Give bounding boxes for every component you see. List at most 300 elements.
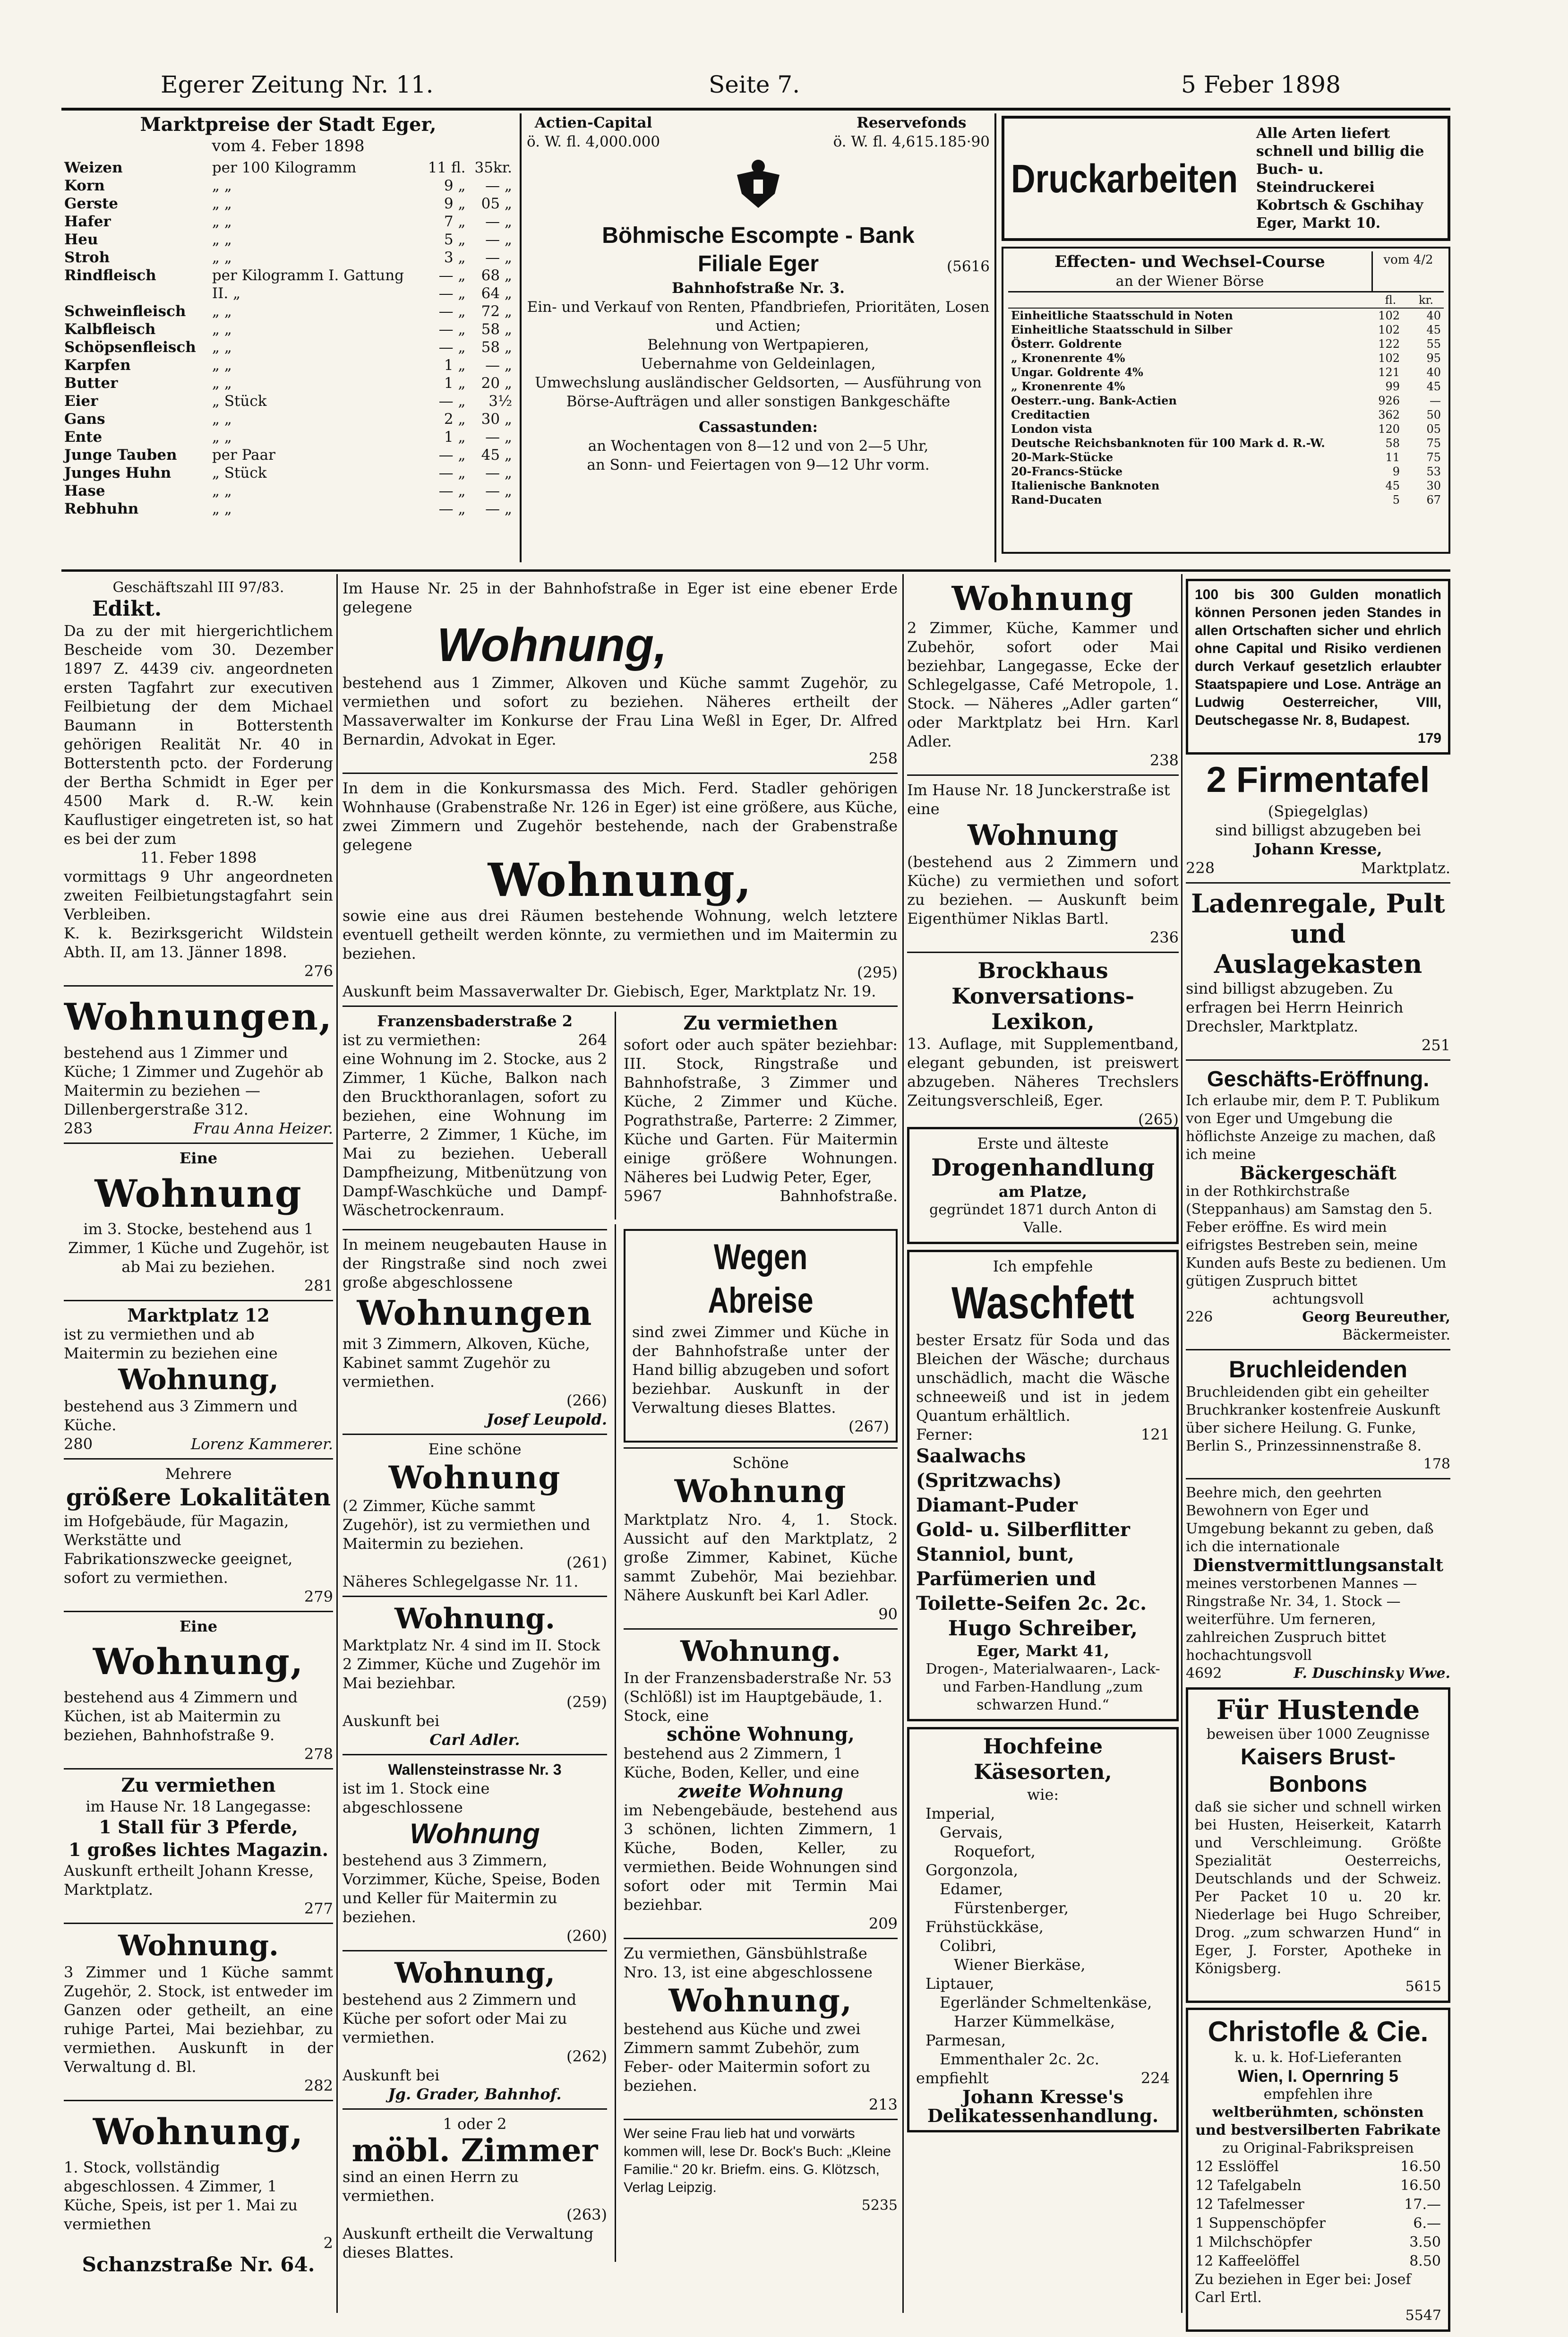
market-cell: Stroh (64, 249, 110, 266)
market-cell: Ente (64, 429, 103, 446)
e1-text: 100 bis 300 Gulden monatlich können Personen jeden Standes in allen Ortschaften sicher und ehrlich ohne Capital und Risiko verdienen durch Verkauf gesetzlich erlaubter Staatspapiere und Lose. Anträge an Ludwig Oesterreicher, VIII, Deutschegasse Nr. 8, Budapest. (1195, 587, 1441, 728)
w8-body: 1. Stock, vollständig abgeschlossen. 4 Zimmer, 1 Küche, Speis, ist per 1. Mai zu vermiethen (64, 2158, 298, 2233)
price-row (1195, 2195, 1441, 2214)
d2-body: bester Ersatz für Soda und das Bleichen der Wäsche; durchaus unschädlich, macht die Wäsche schneeweiß und ist in jedem Quantum erhältlich. (916, 1331, 1170, 1425)
market-cell: 1 „ (444, 375, 466, 392)
w8-title: Wohnung, (93, 2111, 304, 2153)
exchange-cell: „ Kronenrente 4% (1011, 379, 1125, 393)
market-cell: „ „ (212, 231, 232, 248)
b6-body: In der Franzensbaderstraße Nr. 53 (Schlößl) ist im Hauptgebäude, 1. Stock, eine (624, 1669, 892, 1725)
a8-body2: bestehend aus 3 Zimmern, Vorzimmer, Küche, Speise, Boden und Keller für Maitermin zu beziehen. (343, 1851, 600, 1926)
a10-body: sind an einen Herrn zu vermiethen. (343, 2168, 519, 2205)
market-cell: Rindfleisch (64, 267, 156, 284)
market-row (61, 356, 515, 374)
a10-body2: Auskunft ertheilt die Verwaltung dieses Blattes. (343, 2225, 594, 2261)
market-row (61, 195, 515, 213)
b8-text: Wer seine Frau lieb hat und vorwärts kommen will, lese Dr. Bock's Buch: „Kleine Familie.“ 20 kr. Briefm. eins. G. Klötzsch, Verlag Leipzig. (624, 2126, 891, 2195)
e3-body: sind billigst abzugeben. Zu erfragen bei Herrn Heinrich Drechsler, Marktplatz. (1186, 979, 1404, 1035)
a2-body2: Auskunft beim Massaverwalter Dr. Giebisch, Eger, Marktplatz Nr. 19. (343, 982, 876, 1000)
b2-body: (bestehend aus 2 Zimmern und Küche) zu vermiethen und sofort zu beziehen. — Auskunft beim Eigenthümer Niklas Bartl. (907, 853, 1179, 928)
d3-shop: Delikatessenhandlung. (927, 2105, 1159, 2126)
exchange-row (1008, 408, 1444, 422)
cheese-item: Harzer Kümmelkäse, (954, 2012, 1115, 2030)
market-cell: „ „ (212, 177, 232, 194)
waschfett-item: Toilette-Seifen 2c. 2c. (916, 1592, 1147, 1615)
market-cell: „ „ (212, 429, 232, 446)
druck-ad (1002, 116, 1450, 241)
a2-title: Wohnung, (488, 853, 753, 907)
e6-num: 4692 (1186, 1665, 1222, 1682)
e4-shop: Bäckergeschäft (1240, 1162, 1397, 1184)
w3-body: ist zu vermiethen und ab Maitermin zu beziehen eine (64, 1325, 278, 1362)
price-value: 16.50 (1400, 2177, 1441, 2194)
w6-line-2: 1 großes lichtes Magazin. (68, 1839, 329, 1860)
d1-line3: gegründet 1871 durch Anton di Valle. (929, 1202, 1157, 1236)
e7-ad (1186, 1687, 1450, 2003)
w4-num: 279 (304, 1588, 333, 1606)
e6-body: Beehre mich, den geehrten Bewohnern von Eger und Umgebung bekannt zu geben, daß ich die internationale (1186, 1485, 1434, 1555)
w7-title: Wohnung. (118, 1929, 279, 1962)
b4-body: sind zwei Zimmer und Küche in der Bahnhofstraße unter der Hand billig abzugeben und sofort beziehbar. Auskunft in der Verwaltung dieses Blattes. (632, 1323, 889, 1417)
header-rule (61, 108, 1450, 111)
market-cell: „ „ (212, 500, 232, 517)
w4-body: im Hofgebäude, für Magazin, Werkstätte und Fabrikationszwecke geeignet, sofort zu vermiethen. (64, 1512, 293, 1587)
price-item: 1 Milchschöpfer (1195, 2234, 1312, 2251)
price-item: 12 Kaffeelöffel (1195, 2253, 1300, 2269)
market-cell: per Paar (212, 447, 275, 464)
exchange-cell: 53 (1426, 465, 1441, 478)
w6-body: im Hause Nr. 18 Langegasse: (86, 1797, 311, 1815)
a10-pre: 1 oder 2 (443, 2115, 507, 2133)
market-cell: — „ (485, 231, 512, 248)
market-cell: — „ (438, 285, 466, 302)
market-cell (61, 284, 209, 302)
b7-title: Wohnung, (668, 1982, 853, 2019)
drogen-ad (907, 1127, 1179, 1244)
d2-name: Hugo Schreiber, (948, 1616, 1138, 1641)
a9-body: bestehend aus 2 Zimmern und Küche per sofort oder Mai zu vermiethen. (343, 1991, 577, 2046)
edikt-body: Da zu der mit hiergerichtlichem Bescheide vom 30. Dezember 1897 Z. 4439 civ. angeordneten ersten Tagfahrt zur executiven Feilbietung der dem Michael Baumann in Botterstenth gehörigen Realität Nr. 40 in Botterstenth pcto. der Forderung der Bertha Schmidt in Eger per 4500 Mark d. R.-W. kein Kauflustiger eingetreten ist, so hat es bei der zum (64, 622, 333, 848)
exchange-cell: 102 (1378, 309, 1400, 322)
a7-body: Marktplatz Nr. 4 sind im II. Stock 2 Zimmer, Küche und Zugehör im Mai beziehbar. (343, 1636, 601, 1692)
d3-items (916, 1804, 1170, 2069)
cheese-item: Gorgonzola, (925, 1861, 1019, 1879)
w5-num: 278 (304, 1745, 333, 1763)
a6-ref: (261) (566, 1554, 607, 1572)
exchange-row (1008, 323, 1444, 337)
e7-body: beweisen über 1000 Zeugnisse (1206, 1726, 1430, 1743)
market-cell: Weizen (64, 159, 123, 176)
druck-text: Alle Arten liefert schnell und billig die Buch- u. Steindruckerei Kobrtsch & Gschihay Eger, Markt 10. (1256, 125, 1424, 232)
a1-body: bestehend aus 1 Zimmer, Alkoven und Küche sammt Zugehör, zu vermiethen und sofort zu beziehen. Näheres ertheilt der Massaverwalter im Konkurse der Frau Lina Weßl in Eger, Dr. Alfred Bernardin, Advokat in Eger. (343, 674, 898, 748)
market-cell: — „ (438, 447, 466, 464)
a5-body: mit 3 Zimmern, Alkoven, Küche, Kabinet sammt Zugehör zu vermiethen. (343, 1335, 590, 1391)
market-cell: 72 „ (481, 303, 512, 320)
edikt-body-2: vormittags 9 Uhr angeordneten zweiten Feilbietungstagfahrt sein Verbleiben. (64, 868, 333, 923)
a3-body: eine Wohnung im 2. Stocke, aus 2 Zimmer, 1 Küche, Balkon nach den Bruckthoranlagen, sofort zu beziehen, eine Wohnung im Parterre, 2 Zimmer, 1 Küche, im Mai zu beziehen. Ueberall Dampfheizung, Mitbenützung von Dampf-Waschküche und Dampf-Wäschetrockenraum. (343, 1050, 607, 1219)
e2-sub: (Spiegelglas) (1268, 802, 1369, 820)
exchange-cell: Ungar. Goldrente 4% (1011, 365, 1143, 379)
market-cell: 9 „ (444, 195, 466, 212)
exchange-cell: 40 (1426, 309, 1441, 322)
e5-num: 178 (1423, 1456, 1450, 1472)
e8-sub: k. u. k. Hof-Lieferanten (1234, 2049, 1402, 2066)
exchange-row (1008, 493, 1444, 507)
d3-wie: wie: (1027, 1786, 1059, 1804)
market-cell: Heu (64, 231, 98, 248)
a9-body2: Auskunft bei (343, 2066, 440, 2084)
exchange-row (1008, 351, 1444, 365)
e7-num: 5615 (1405, 1978, 1441, 1995)
e4-title: Geschäfts-Eröffnung. (1207, 1066, 1430, 1091)
e3-title: Ladenregale, Pult und Auslagekasten (1191, 888, 1445, 979)
e8-foot: Zu beziehen in Eger bei: Josef Carl Ertl. (1195, 2271, 1411, 2306)
waschfett-item: Saalwachs (Spritzwachs) (916, 1445, 1062, 1492)
market-row (61, 338, 515, 356)
w6-body2: Auskunft ertheilt Johann Kresse, Marktplatz. (64, 1862, 314, 1899)
a8-head: Wallensteinstrasse Nr. 3 (388, 1761, 562, 1778)
market-cell: — „ (438, 464, 466, 481)
w6-title: Zu vermiethen (121, 1774, 276, 1796)
market-cell: Junges Huhn (64, 464, 171, 481)
a3-head: Franzensbaderstraße 2 (377, 1012, 573, 1030)
a8-body: ist im 1. Stock eine abgeschlossene (343, 1779, 490, 1816)
market-cell: Schöpsenfleisch (64, 339, 196, 356)
market-cell: — „ (438, 393, 466, 410)
cheese-item: Roquefort, (954, 1842, 1036, 1860)
exchange-row (1008, 365, 1444, 379)
market-cell: — „ (485, 177, 512, 194)
d3-empf: empfiehlt (916, 2069, 989, 2087)
capital-value: ö. W. fl. 4,000.000 (527, 133, 660, 150)
edikt-title: Edikt. (92, 597, 162, 621)
header-date: 5 Feber 1898 (1181, 71, 1341, 98)
market-cell: „ Stück (212, 393, 267, 410)
e8-title: Christofle & Cie. (1208, 2016, 1429, 2047)
exchange-cell: 11 (1385, 451, 1400, 464)
b6-body3: im Nebengebäude, bestehend aus 3 schönen, lichten Zimmern, 1 Küche, Boden, Keller, zu vermiethen. Beide Wohnungen sind sofort oder mit Termin Mai beziehbar. (624, 1801, 898, 1914)
bank-hours-2: an Sonn- und Feiertagen von 9—12 Uhr vorm. (587, 456, 930, 473)
market-row (61, 249, 515, 266)
market-row (61, 500, 515, 518)
exchange-row (1008, 464, 1444, 479)
kaese-ad (907, 1727, 1179, 2132)
e6-title: Dienstvermittlungsanstalt (1192, 1555, 1444, 1575)
price-row (1195, 2157, 1441, 2176)
e4-body: Ich erlaube mir, dem P. T. Publikum von Eger und Umgebung die höflichste Anzeige zu machen, daß ich meine (1186, 1092, 1440, 1163)
market-cell: Hase (64, 482, 105, 499)
d2-num: 121 (1140, 1426, 1170, 1443)
e3-num: 251 (1421, 1036, 1450, 1054)
market-cell: Gans (64, 411, 105, 428)
exchange-cell: 55 (1426, 337, 1441, 351)
market-cell: 05 „ (481, 195, 512, 212)
a6-body2: Näheres Schlegelgasse Nr. 11. (343, 1572, 579, 1590)
price-item: 12 Esslöffel (1195, 2158, 1279, 2175)
market-row (61, 374, 515, 392)
e7-title: Für Hustende (1216, 1694, 1420, 1726)
a-left-stack (343, 1224, 607, 2262)
market-row (61, 213, 515, 231)
price-item: 12 Tafelmesser (1195, 2196, 1304, 2213)
b6-body2: bestehend aus 2 Zimmern, 1 Küche, Boden, Keller, und eine (624, 1744, 859, 1781)
w6-num: 277 (304, 1899, 333, 1917)
market-row (61, 302, 515, 320)
d2-addr: Eger, Markt 41, (977, 1642, 1109, 1660)
price-value: 3.50 (1409, 2234, 1441, 2251)
market-cell: „ „ (212, 375, 232, 392)
price-row (1195, 2214, 1441, 2233)
market-row (61, 392, 515, 410)
market-cell: 11 fl. (428, 159, 466, 176)
market-cell: — „ (485, 482, 512, 499)
cheese-item: Edamer, (940, 1880, 1003, 1898)
e2-name: Johann Kresse, (1254, 840, 1382, 858)
exchange-row (1008, 379, 1444, 394)
exchange-cell: Italienische Banknoten (1011, 479, 1160, 492)
exchange-row (1008, 422, 1444, 436)
e6-name: F. Duschinsky Wwe. (1294, 1665, 1450, 1682)
exchange-cell: 99 (1385, 380, 1400, 393)
divider (520, 113, 522, 562)
b3-body: 13. Auflage, mit Supplementband, elegant gebunden, ist preiswert abzugeben. Näheres Trechslers Zeitungsverschleiß, Eger. (907, 1035, 1179, 1109)
exchange-cell: 05 (1426, 422, 1441, 436)
w2-pre: Eine (179, 1149, 218, 1167)
exchange-cell: 9 (1392, 465, 1400, 478)
b5-pre: Schöne (732, 1454, 789, 1472)
exchange-cell: 95 (1426, 352, 1441, 365)
edikt-num: 276 (304, 962, 333, 980)
exchange-cell: Deutsche Reichsbanknoten für 100 Mark d. R.-W. (1011, 436, 1325, 450)
d1-title: Drogenhandlung (931, 1153, 1155, 1181)
market-cell: 30 „ (481, 411, 512, 428)
header-page: Seite 7. (709, 71, 800, 98)
w8-num: 2 (323, 2234, 333, 2252)
exchange-cell: 5 (1392, 493, 1400, 507)
w2-body: im 3. Stocke, bestehend aus 1 Zimmer, 1 Küche und Zugehör, ist ab Mai zu beziehen. (68, 1220, 329, 1276)
bank-ref: (5616 (947, 258, 990, 275)
exchange-cell: Rand-Ducaten (1011, 493, 1102, 507)
w3-body2: bestehend aus 3 Zimmern und Küche. (64, 1397, 298, 1434)
a6-body: (2 Zimmer, Küche sammt Zugehör), ist zu vermiethen und Maitermin zu beziehen. (343, 1497, 591, 1553)
b7-body: Zu vermiethen, Gänsbühlstraße Nro. 13, ist eine abgeschlossene (624, 1944, 873, 1981)
exchange-cell: — (1430, 394, 1441, 407)
a2-ref: (295) (857, 963, 898, 981)
exchange-cell: Oesterr.-ung. Bank-Actien (1011, 394, 1177, 407)
a4-body: sofort oder auch später beziehbar: III. Stock, Ringstraße und Bahnhofstraße, 3 Zimmer und Küche, 2 Zimmer und Küche. Pograthstraße, Parterre: 2 Zimmer, Küche und Garten. Für Maitermin einige größere Wohnungen. Näheres bei Ludwig Peter, Eger, (624, 1036, 898, 1186)
market-cell: — „ (485, 500, 512, 517)
market-cell: 7 „ (444, 213, 466, 230)
e2-body: sind billigst abzugeben bei (1215, 821, 1421, 839)
e8-body: empfehlen ihre (1263, 2086, 1373, 2103)
column-2 (343, 579, 898, 2308)
b2-num: 236 (1149, 928, 1179, 946)
market-row (61, 482, 515, 500)
cheese-item: Liptauer, (925, 1975, 994, 1993)
w3-head: Marktplatz 12 (127, 1305, 270, 1326)
market-cell: 1 „ (444, 357, 466, 374)
e2-num: 228 (1186, 859, 1215, 877)
cheese-item: Imperial, (925, 1804, 995, 1822)
market-cell: 5 „ (444, 231, 466, 248)
market-row (61, 446, 515, 464)
exchange-row (1008, 309, 1444, 323)
market-cell: 58 „ (481, 321, 512, 338)
market-row (61, 464, 515, 482)
d2-title: Waschfett (951, 1278, 1134, 1328)
cheese-item: Parmesan, (925, 2031, 1006, 2049)
e4-num: 226 (1186, 1309, 1213, 1325)
b6-title2: schöne Wohnung, (667, 1723, 855, 1745)
b1-title: Wohnung (951, 579, 1134, 618)
b4-title: Wegen Abreise (708, 1237, 814, 1321)
market-cell: „ „ (212, 321, 232, 338)
market-cell: „ „ (212, 303, 232, 320)
market-cell: „ „ (212, 482, 232, 499)
header-title: Egerer Zeitung Nr. 11. (161, 71, 434, 98)
exchange-cell: 926 (1378, 394, 1400, 407)
market-prices (61, 113, 515, 562)
divider (902, 574, 904, 2313)
a9-title: Wohnung, (394, 1957, 555, 1990)
market-cell: 2 „ (444, 411, 466, 428)
exchange-table (1008, 309, 1444, 507)
market-cell: 64 „ (481, 285, 512, 302)
d2-pre: Ich empfehle (993, 1257, 1093, 1275)
a8-title: Wohnung (410, 1818, 540, 1849)
market-row (61, 428, 515, 446)
exchange-cell: 45 (1385, 479, 1400, 492)
exchange-title: Effecten- und Wechsel-Course (1054, 252, 1325, 271)
exchange-cell: 20-Mark-Stücke (1011, 450, 1114, 464)
market-row (61, 410, 515, 428)
a5-ref: (266) (566, 1392, 607, 1409)
b4-ad (624, 1229, 898, 1443)
e4-body2: in der Rothkirchstraße (Steppanhaus) am Samstag den 5. Feber eröffne. Es wird mein eifrigstes Bestreben sein, meine Kunden aufs Beste zu bedienen. Um gütigen Zuspruch bittet (1186, 1183, 1447, 1289)
market-cell: — „ (438, 303, 466, 320)
market-row (61, 177, 515, 195)
e2-title: 2 Firmentafel (1206, 760, 1430, 800)
market-cell: II. „ (212, 285, 241, 302)
exchange-cell: 58 (1385, 437, 1400, 450)
market-title: Marktpreise der Stadt Eger, (140, 113, 437, 136)
w5-pre: Eine (179, 1617, 218, 1635)
e4-role: Bäckermeister. (1342, 1327, 1450, 1343)
d2-ferner: Ferner: (916, 1426, 973, 1443)
cheese-item: Gervais, (940, 1823, 1003, 1841)
waschfett-ad (907, 1250, 1179, 1721)
b2-title: Wohnung (968, 819, 1118, 852)
w4-pre: Mehrere (165, 1465, 232, 1483)
b6-num: 209 (868, 1915, 898, 1933)
a5-intro: In meinem neugebauten Hause in der Ringstraße sind noch zwei große abgeschlossene (343, 1236, 607, 1291)
b3-title: Brockhaus Konversations-Lexikon, (951, 958, 1134, 1034)
a-right-stack (624, 1224, 898, 2262)
market-cell: Kalbfleisch (64, 321, 156, 338)
a7-body2: Auskunft bei (343, 1712, 440, 1730)
b4-ref: (267) (848, 1418, 889, 1435)
market-table (61, 159, 515, 518)
exchange-subtitle: an der Wiener Börse (1115, 273, 1264, 290)
w5-title: Wohnung, (93, 1641, 304, 1683)
column-1 (64, 579, 333, 2308)
market-cell: — „ (485, 464, 512, 481)
e8-addr: Wien, I. Opernring 5 (1238, 2066, 1398, 2086)
b1-body: 2 Zimmer, Küche, Kammer und Zubehör, sofort oder Mai beziehbar, Langegasse, Ecke der Schlegelgasse, Café Metropole, 1. Stock. — Näheres „Adler garten“ oder Marktplatz bei Hrn. Karl Adler. (907, 619, 1179, 750)
price-item: 12 Tafelgabeln (1195, 2177, 1302, 2194)
exchange-cell: 120 (1378, 422, 1400, 436)
exchange-cell: Einheitliche Staatsschuld in Silber (1011, 323, 1233, 336)
a7-title: Wohnung. (394, 1602, 555, 1635)
price-value: 6.— (1413, 2215, 1441, 2232)
exchange-cell: 122 (1378, 337, 1400, 351)
market-row (61, 284, 515, 302)
b5-title: Wohnung (674, 1473, 847, 1510)
exchange-cell: 40 (1426, 366, 1441, 379)
a2-intro: In dem in die Konkursmassa des Mich. Ferd. Stadler gehörigen Wohnhause (Grabenstraße Nr. 126 in Eger) ist eine größere, aus Küche, zwei Zimmern und Zugehör bestehende, nach der Grabenstraße gelegene (343, 779, 898, 854)
exchange-cell: 67 (1426, 493, 1441, 507)
exchange-cell: Creditactien (1011, 408, 1090, 421)
druck-title: Druckarbeiten (1011, 156, 1238, 201)
bank-hours-1: an Wochentagen von 8—12 und von 2—5 Uhr, (588, 438, 929, 455)
a1-intro: Im Hause Nr. 25 in der Bahnhofstraße in Eger ist eine ebener Erde gelegene (343, 579, 898, 616)
price-value: 17.— (1404, 2196, 1441, 2213)
market-cell: — „ (485, 249, 512, 266)
b7-num: 213 (868, 2096, 898, 2114)
w3-name: Lorenz Kammerer. (190, 1435, 333, 1453)
w1-title: Wohnungen, (64, 996, 333, 1039)
exchange-cell: 30 (1426, 479, 1441, 492)
e8-ad (1186, 2008, 1450, 2332)
b5-num: 90 (878, 1605, 898, 1623)
e5-body: Bruchleidenden gibt ein geheilter Bruchkranker kostenfreie Auskunft über sichere Heilung. G. Funke, Berlin S., Prinzessinnenstraße 8. (1186, 1384, 1440, 1454)
e8-num: 5547 (1405, 2307, 1441, 2324)
w7-body: 3 Zimmer und 1 Küche sammt Zugehör, 2. Stock, ist entweder im Ganzen oder getheilt, an eine ruhige Partei, Mai beziehbar, zu vermiethen. Auskunft in der Verwaltung d. Bl. (64, 1963, 333, 2076)
section-rule (61, 569, 1450, 572)
w5-body: bestehend aus 4 Zimmern und Küchen, ist ab Maitermin zu beziehen, Bahnhofstraße 9. (64, 1688, 298, 1744)
exchange-col-head: vom 4/2 (1371, 251, 1444, 291)
waschfett-item: Gold- u. Silberflitter (916, 1519, 1130, 1541)
market-cell: Gerste (64, 195, 119, 212)
a9-name: Jg. Grader, Bahnhof. (388, 2085, 562, 2103)
exchange-cell: 102 (1378, 323, 1400, 336)
bank-ad (527, 113, 990, 562)
w1-name: Frau Anna Heizer. (193, 1119, 333, 1137)
e8-body2: weltberühmten, schönsten und bestversilberten Fabrikate (1195, 2104, 1441, 2139)
bank-hours-title: Cassastunden: (699, 419, 818, 436)
waschfett-item: Stanniol, bunt, (916, 1543, 1074, 1565)
e4-name: Georg Beureuther, (1302, 1309, 1450, 1325)
market-cell: 1 „ (444, 429, 466, 446)
column-4 (907, 1127, 1179, 2308)
a6-pre: Eine schöne (428, 1440, 522, 1458)
market-cell: per Kilogramm I. Gattung (212, 267, 404, 284)
w2-title: Wohnung (94, 1171, 302, 1216)
d2-firm: Drogen-, Materialwaaren-, Lack- und Farben-Handlung „zum schwarzen Hund.“ (925, 1661, 1160, 1713)
d2-items (916, 1444, 1170, 1616)
e2-addr: Marktplatz. (1361, 859, 1450, 877)
e7-brand: Kaisers Brust-Bonbons (1240, 1744, 1396, 1797)
b8-num: 5235 (861, 2197, 898, 2214)
price-value: 16.50 (1400, 2158, 1441, 2175)
price-value: 8.50 (1409, 2253, 1441, 2269)
exchange-cell: London vista (1011, 422, 1093, 436)
a4-block (624, 1012, 898, 1220)
cheese-item: Fürstenberger, (954, 1899, 1069, 1917)
waschfett-item: Parfümerien und (916, 1568, 1096, 1590)
exchange-cell: Österr. Goldrente (1011, 337, 1122, 351)
cheese-item: Egerländer Schmeltenkäse, (940, 1993, 1152, 2011)
